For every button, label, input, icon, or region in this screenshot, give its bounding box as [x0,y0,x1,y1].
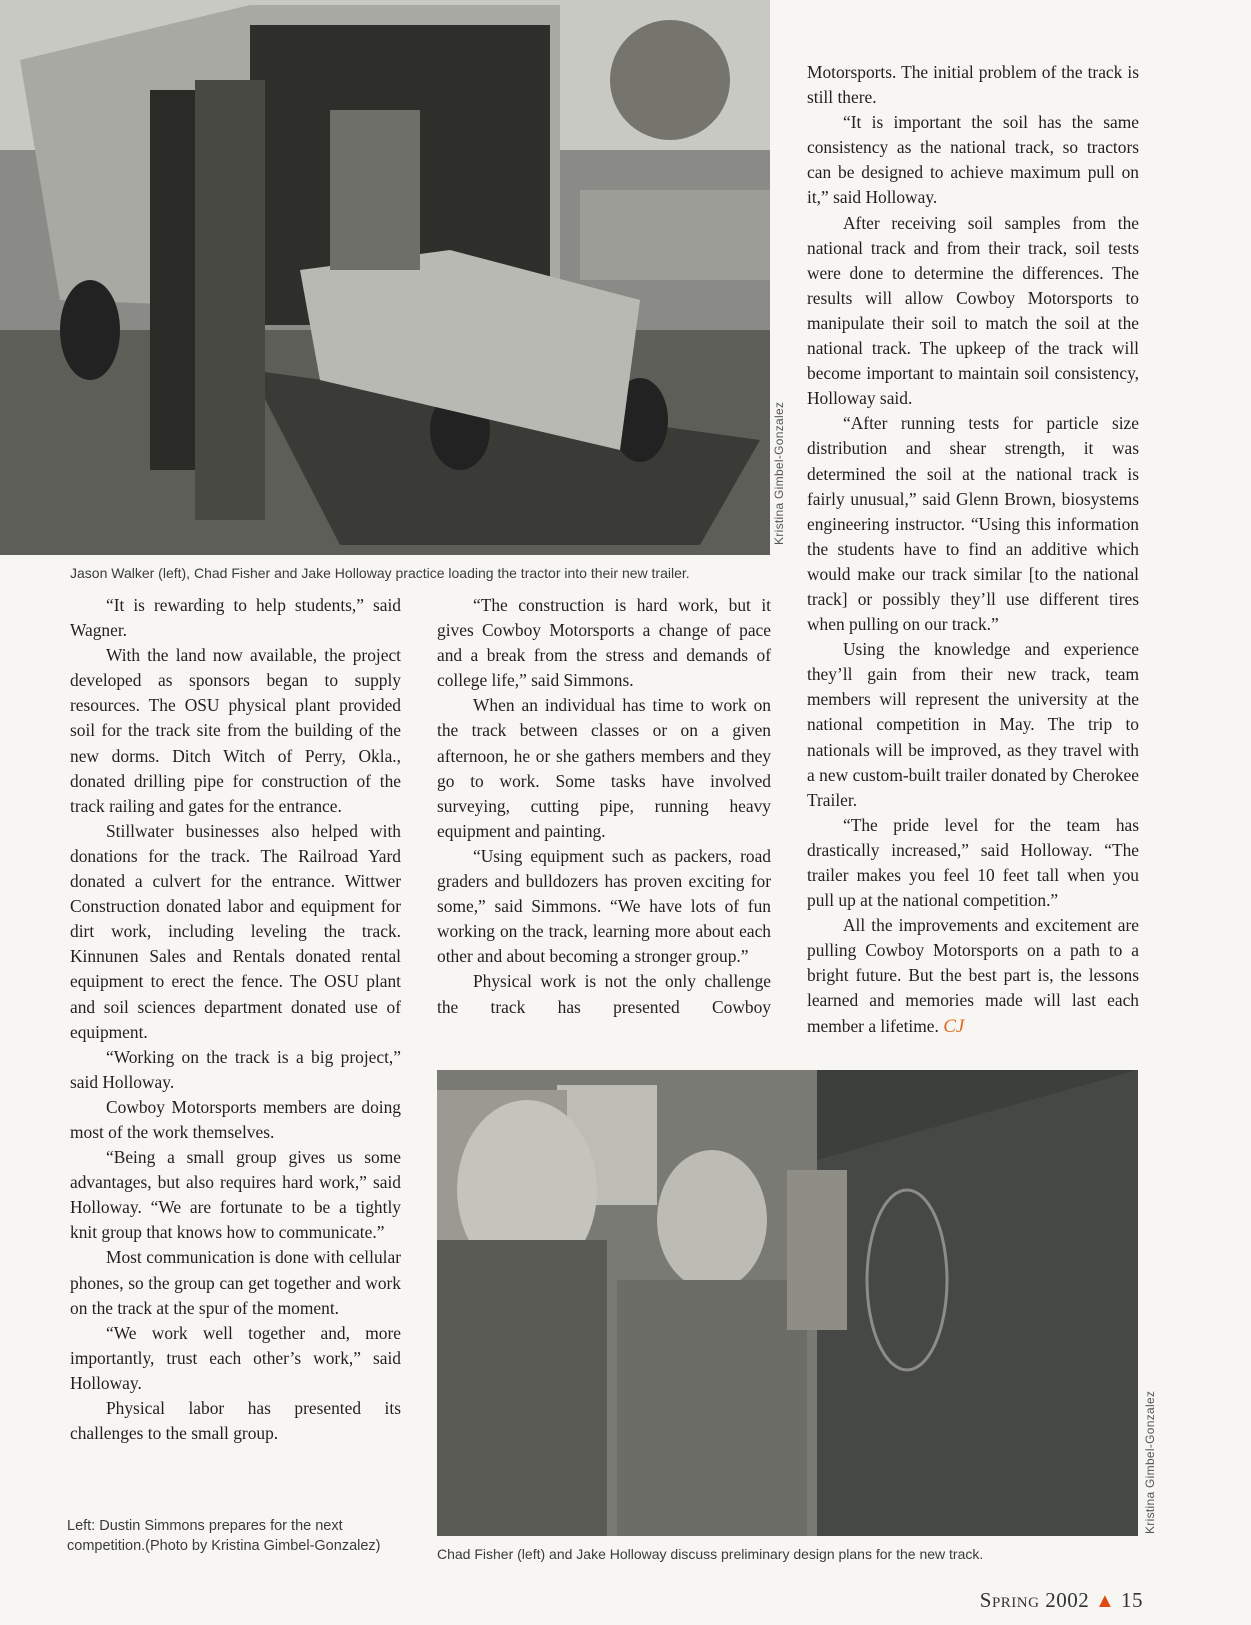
paragraph: “The construction is hard work, but it gives Cowboy Motorsports a change of pace and a break from the stress and demands of college life,” said Simmons. [437,595,771,691]
paragraph [807,913,1139,1038]
paragraph: Most communication is done with cellular phones, so the group can get together and work on the track at the spur of the moment. [70,1247,401,1318]
paragraph: With the land now available, the project developed as sponsors began to supply resources. The OSU physical plant provided soil for the track site from the building of the new dorms. Ditch Witch of Perry, Okla., donated drilling pipe for construction of the track railing and gates for the entrance. [70,645,401,816]
end-mark-logo: CJ [943,1015,965,1037]
trailer-tractor-photo [0,0,770,555]
article-column-1 [70,593,401,1446]
article-column-2 [437,593,771,1020]
paragraph: “After running tests for particle size distribution and shear strength, it was determined the soil at the national track is fairly unusual,” said Glenn Brown, biosystems engineering instructor. “Using this information the students have to find an additive which would make our track similar [to the national track] or possibly they’ll use different tires when pulling on our track.” [807,413,1139,635]
issue-season: Spring 2002 [979,1588,1090,1612]
paragraph: Stillwater businesses also helped with donations for the track. The Railroad Yard donated a culvert for the entrance. Wittwer Construction donated labor and equipment for dirt work, including leveling the track. Kinnunen Sales and Rentals donated rental equipment to erect the fence. The OSU plant and soil sciences department donated use of equipment. [70,820,401,1042]
paragraph: After receiving soil samples from the national track and from their track, soil tests were done to determine the differences. The results will allow Cowboy Motorsports to manipulate their soil to match the soil at the national track. The upkeep of the track will become important to maintain soil consistency, Holloway said. [807,212,1139,409]
bottom-photo-credit: Kristina Gimbel-Gonzalez [1143,1390,1157,1534]
paragraph: Motorsports. The initial problem of the track is still there. [807,62,1139,108]
paragraph: Cowboy Motorsports members are doing most of the work themselves. [70,1096,401,1142]
paragraph: Physical work is not the only challenge the track has presented Cowboy [437,971,771,1017]
paragraph: Using the knowledge and experience they’ll gain from their new track, team members will represent the university at the national competition in May. The trip to nationals will be improved, as they travel with a new custom-built trailer donated by Cherokee Trailer. [807,639,1139,810]
paragraph: “We work well together and, more importantly, trust each other’s work,” said Holloway. [70,1322,401,1393]
top-photo-credit: Kristina Gimbel-Gonzalez [772,401,786,545]
article-column-3 [807,60,1139,1039]
paragraph-text: All the improvements and excitement are pulling Cowboy Motorsports on a path to a bright future. But the best part is, the lessons learned and memories made will last each member a lifetime. [807,915,1139,1036]
page-number: 15 [1121,1588,1143,1612]
paragraph: When an individual has time to work on the track between classes or on a given afternoon, he or she gathers members and they go to work. Some tasks have involved surveying, cutting pipe, running heavy equipment and painting. [437,695,771,841]
paragraph: “Using equipment such as packers, road graders and bulldozers has proven exciting for some,” said Simmons. “We have lots of fun working on the track, learning more about each other and about becoming a stronger group.” [437,845,771,967]
paragraph: Physical labor has presented its challenges to the small group. [70,1398,401,1444]
paragraph: “The pride level for the team has drastically increased,” said Holloway. “The trailer makes you feel 10 feet tall when you pull up at the national competition.” [807,814,1139,911]
paragraph: “It is rewarding to help students,” said Wagner. [70,595,401,641]
top-photo-caption: Jason Walker (left), Chad Fisher and Jake Holloway practice loading the tractor into their new trailer. [70,565,690,581]
bottom-photo-caption: Chad Fisher (left) and Jake Holloway discuss preliminary design plans for the new track. [437,1546,984,1562]
paragraph: “Working on the track is a big project,” said Holloway. [70,1046,401,1092]
left-photo-caption: Left: Dustin Simmons prepares for the next competition.(Photo by Kristina Gimbel-Gonzalez) [67,1518,381,1554]
paragraph: “It is important the soil has the same consistency as the national track, so tractors can be designed to achieve maximum pull on it,” said Holloway. [807,112,1139,208]
paragraph: “Being a small group gives us some advantages, but also requires hard work,” said Holloway. “We are fortunate to be a tightly knit group that knows how to communicate.” [70,1147,401,1243]
triangle-icon: ▲ [1094,1590,1116,1612]
page-footer [980,1588,1143,1613]
chalkboard-photo [437,1070,1138,1536]
